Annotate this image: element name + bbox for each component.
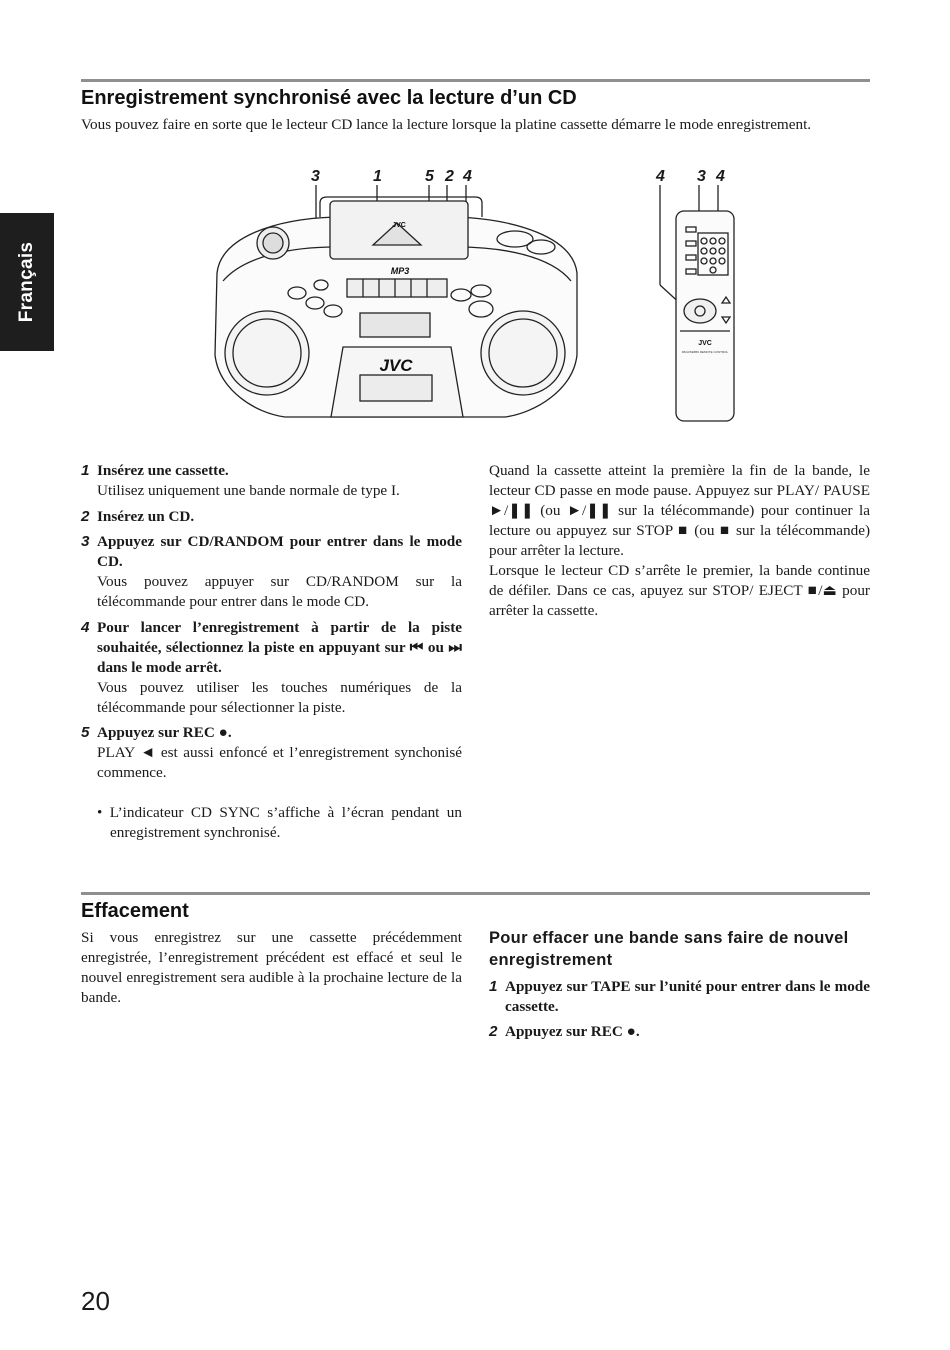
section-rule xyxy=(81,79,870,82)
step-title: Appuyez sur CD/RANDOM pour entrer dans le mode CD. xyxy=(97,533,462,570)
step-number: 1 xyxy=(489,978,498,995)
step-5 xyxy=(81,723,462,783)
callout-number: 3 xyxy=(697,168,706,185)
step-text: Vous pouvez appuyer sur CD/RANDOM sur la télécommande pour entrer dans le mode CD. xyxy=(97,573,462,610)
step-number: 2 xyxy=(489,1023,498,1040)
step-title: Insérez une cassette. xyxy=(97,462,229,479)
lid-logo: JVC xyxy=(392,222,406,229)
step-number: 5 xyxy=(81,724,90,741)
callout-number: 4 xyxy=(463,168,472,185)
step-2 xyxy=(81,507,462,527)
step-title: Appuyez sur REC ●. xyxy=(97,724,232,741)
step-text: Appuyez sur REC ●. xyxy=(505,1023,640,1040)
section-title-erasing: Effacement xyxy=(81,900,189,922)
step-text: PLAY ◄ est aussi enfoncé et l’enregistrement synchonisé commence. xyxy=(97,744,462,781)
step-number: 2 xyxy=(81,508,90,525)
remote-control-illustration xyxy=(650,185,740,425)
callout-number: 5 xyxy=(425,168,434,185)
step-text: Appuyez sur TAPE sur l’unité pour entrer dans le mode cassette. xyxy=(505,978,870,1015)
step-number: 4 xyxy=(81,619,90,636)
callout-number: 4 xyxy=(716,168,725,185)
section-rule xyxy=(81,892,870,895)
callout-number: 1 xyxy=(373,168,382,185)
language-tab-label: Français xyxy=(16,241,37,323)
step-text: Vous pouvez utiliser les touches numériques de la télécommande pour sélectionner la piste. xyxy=(97,679,462,716)
step-4 xyxy=(81,618,462,718)
callout-number: 3 xyxy=(311,168,320,185)
section-intro: Vous pouvez faire en sorte que le lecteur CD lance la lecture lorsque la platine cassette démarre le mode enregistrement. xyxy=(81,116,812,133)
boombox-illustration xyxy=(205,185,585,425)
erase-step-1 xyxy=(489,977,870,1017)
step-3 xyxy=(81,532,462,612)
remote-brand-logo: JVC xyxy=(698,340,712,347)
callout-number: 2 xyxy=(445,168,454,185)
step-number: 1 xyxy=(81,462,90,479)
erasing-intro: Si vous enregistrez sur une cassette précédemment enregistrée, l’enregistrement précédent est effacé et seul le nouvel enregistrement sera audible à la prochaine lecture de la bande. xyxy=(81,929,462,1006)
page-number: 20 xyxy=(81,1286,110,1316)
mp3-logo: MP3 xyxy=(390,266,410,276)
callout-number: 4 xyxy=(656,168,665,185)
brand-logo: JVC xyxy=(379,356,413,375)
remote-model-label: RM-RXEB50 REMOTE CONTROL xyxy=(681,350,729,354)
right-paragraph-1: Quand la cassette atteint la première la fin de la bande, le lecteur CD passe en mode pause. Appuyez sur PLAY/ PAUSE ►/❚❚ (ou ►/❚❚ sur la télécommande) pour continuer la lecture ou appuyez sur STOP ■ (ou ■ sur la télécommande) pour arrêter la lecture. xyxy=(489,462,870,559)
step-number: 3 xyxy=(81,533,90,550)
section-title-sync-recording: Enregistrement synchronisé avec la lecture d’un CD xyxy=(81,87,577,109)
cd-sync-note: • L’indicateur CD SYNC s’affiche à l’écran pendant un enregistrement synchronisé. xyxy=(97,804,462,841)
step-text: Utilisez uniquement une bande normale de type I. xyxy=(97,482,400,499)
erase-step-2 xyxy=(489,1022,870,1042)
right-paragraph-2: Lorsque le lecteur CD s’arrête le premier, la bande continue de défiler. Dans ce cas, apuyez sur STOP/ EJECT ■/⏏ pour arrêter la cassette. xyxy=(489,562,870,619)
step-1 xyxy=(81,461,462,501)
erase-subtitle: Pour effacer une bande sans faire de nouvel enregistrement xyxy=(489,929,849,969)
step-title: Pour lancer l’enregistrement à partir de la piste souhaitée, sélectionnez la piste en appuyant sur ⏮ ou ⏭ dans le mode arrêt. xyxy=(97,619,462,676)
step-title: Insérez un CD. xyxy=(97,508,195,525)
language-tab xyxy=(0,213,54,351)
